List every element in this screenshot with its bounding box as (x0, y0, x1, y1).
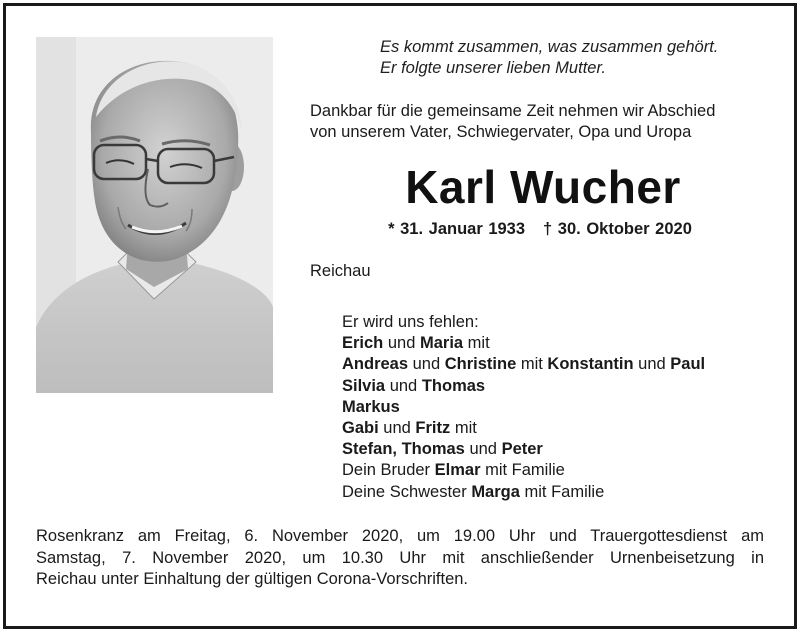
memorial-quote (380, 37, 770, 79)
quote-line-1: Es kommt zusammen, was zusammen gehört. (380, 38, 719, 56)
intro-line-2: von unserem Vater, Schwiegervater, Opa und Uropa (310, 123, 692, 141)
mourner-row-2: Andreas und Christine mit Konstantin und Paul (342, 355, 706, 374)
quote-line-2: Er folgte unserer lieben Mutter. (380, 59, 606, 77)
intro-line-1: Dankbar für die gemeinsame Zeit nehmen wir Abschied (310, 102, 716, 120)
mourner-row-6: Stefan, Thomas und Peter (342, 440, 543, 459)
mourner-row-3: Silvia und Thomas (342, 376, 486, 395)
death-date: † 30. Oktober 2020 (543, 220, 692, 238)
mourner-row-4: Markus (342, 397, 400, 416)
service-line-2: Samstag, 7. November 2020, um 10.30 Uhr mit anschließender Urnenbeisetzung in (36, 548, 764, 567)
header-text (310, 37, 770, 282)
birth-date: * 31. Januar 1933 (388, 220, 526, 238)
mourner-row-7: Dein Bruder Elmar mit Familie (342, 461, 565, 480)
service-line-1: Rosenkranz am Freitag, 6. November 2020, um 19.00 Uhr und Trauergottesdienst am (36, 527, 764, 545)
mourner-row-5: Gabi und Fritz mit (342, 419, 477, 438)
portrait-photo (36, 37, 273, 393)
place-of-residence: Reichau (310, 262, 371, 280)
service-line-3: Reichau unter Einhaltung der gültigen Corona-Vorschriften. (36, 570, 469, 588)
portrait-illustration (36, 37, 273, 393)
mourners-intro: Er wird uns fehlen: (342, 313, 479, 331)
deceased-name: Karl Wucher (405, 161, 681, 213)
mourner-row-8: Deine Schwester Marga mit Familie (342, 482, 605, 501)
life-dates (310, 219, 770, 239)
intro-text (310, 101, 770, 143)
service-details (36, 526, 764, 591)
mourner-row-1: Erich und Maria mit (342, 334, 490, 353)
mourners-list (342, 312, 705, 503)
